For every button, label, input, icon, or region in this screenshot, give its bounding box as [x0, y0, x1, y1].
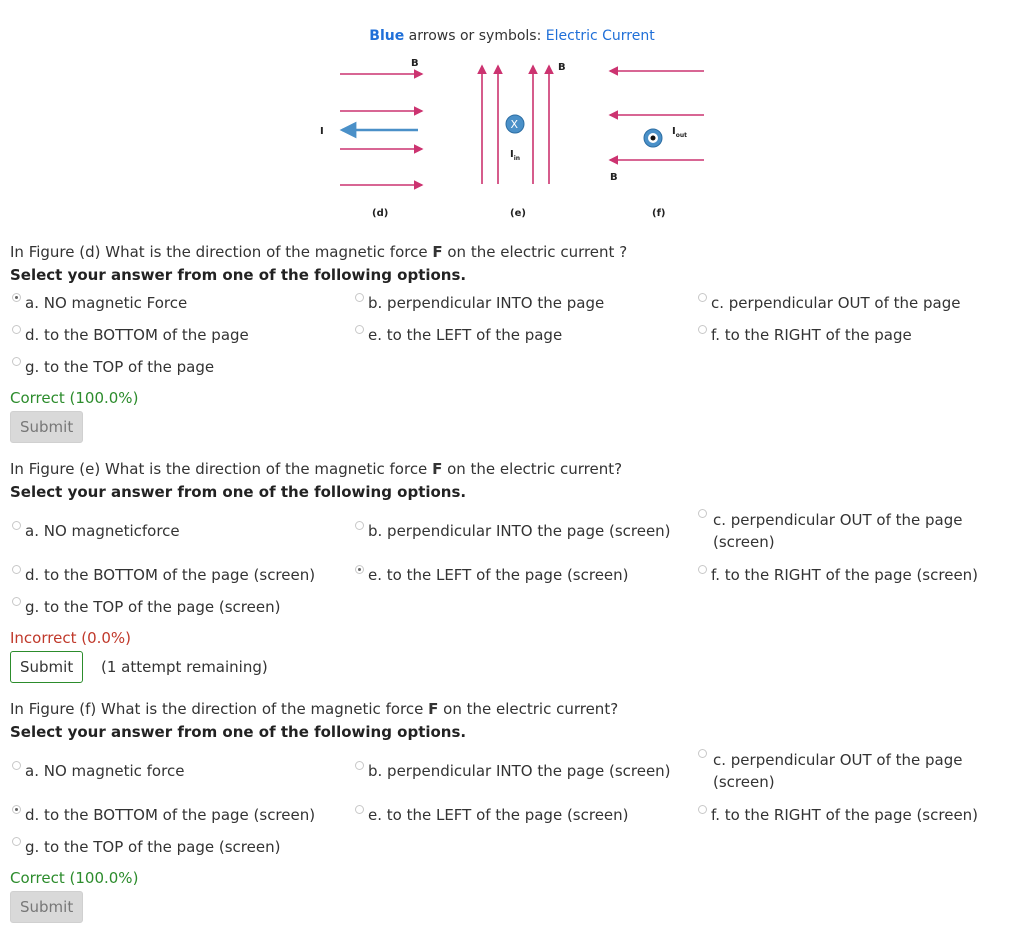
q1-option-f[interactable]: f. to the RIGHT of the page — [698, 324, 912, 346]
q1-option-b[interactable]: b. perpendicular INTO the page — [355, 292, 604, 314]
q1-option-g[interactable]: g. to the TOP of the page — [12, 356, 214, 378]
q2-question: In Figure (e) What is the direction of the magnetic force F on the electric current? — [10, 460, 623, 478]
q1-option-c[interactable]: c. perpendicular OUT of the page — [698, 292, 961, 314]
radio-icon[interactable] — [12, 357, 21, 366]
q3-option-f[interactable]: f. to the RIGHT of the page (screen) — [698, 804, 978, 826]
radio-icon[interactable] — [355, 761, 364, 770]
q3-option-a[interactable]: a. NO magnetic force — [12, 760, 184, 782]
radio-icon[interactable] — [698, 805, 707, 814]
figure-d-i-label: I — [320, 126, 324, 137]
q2-option-f[interactable]: f. to the RIGHT of the page (screen) — [698, 564, 978, 586]
q2-option-e[interactable]: e. to the LEFT of the page (screen) — [355, 564, 629, 586]
q2-attempts-remaining: (1 attempt remaining) — [101, 658, 268, 676]
q3-option-b[interactable]: b. perpendicular INTO the page (screen) — [355, 760, 671, 782]
q1-instruction: Select your answer from one of the following options. — [10, 266, 467, 284]
q1-submit-button[interactable]: Submit — [10, 411, 83, 443]
legend-color-word: Blue — [369, 28, 405, 44]
figure-legend — [0, 28, 1024, 44]
radio-icon[interactable] — [12, 597, 21, 606]
figure-f-field-lines — [610, 71, 704, 160]
q3-submit-button[interactable]: Submit — [10, 891, 83, 923]
figure-e-b-top-label: B — [558, 62, 566, 73]
figure-e-iin-label: $I_{in}$ — [510, 149, 521, 162]
q1-status: Correct (100.0%) — [10, 389, 139, 407]
q1-option-a[interactable]: a. NO magnetic Force — [12, 292, 187, 314]
figure-e-caption: (e) — [510, 208, 526, 219]
radio-icon[interactable] — [355, 521, 364, 530]
radio-icon[interactable] — [12, 293, 21, 302]
radio-icon[interactable] — [698, 325, 707, 334]
q3-instruction: Select your answer from one of the following options. — [10, 723, 467, 741]
q3-option-c[interactable]: c. perpendicular OUT of the page (screen) — [698, 749, 978, 793]
figure-f-caption: (f) — [652, 208, 666, 219]
radio-icon[interactable] — [698, 509, 707, 518]
q2-option-b[interactable]: b. perpendicular INTO the page (screen) — [355, 520, 671, 542]
radio-icon[interactable] — [12, 325, 21, 334]
q2-instruction: Select your answer from one of the following options. — [10, 483, 467, 501]
q3-option-g[interactable]: g. to the TOP of the page (screen) — [12, 836, 280, 858]
radio-icon[interactable] — [355, 805, 364, 814]
radio-icon[interactable] — [12, 565, 21, 574]
q2-option-c[interactable]: c. perpendicular OUT of the page (screen) — [698, 509, 978, 553]
q1-option-d[interactable]: d. to the BOTTOM of the page — [12, 324, 249, 346]
figure-d-b-label: B — [411, 58, 419, 69]
figure-f-iout-label: $I_{out}$ — [672, 126, 687, 139]
radio-icon[interactable] — [698, 565, 707, 574]
legend-meaning: Electric Current — [545, 28, 655, 44]
figure-d-caption: (d) — [372, 208, 389, 219]
radio-icon[interactable] — [355, 565, 364, 574]
radio-icon[interactable] — [12, 521, 21, 530]
radio-icon[interactable] — [355, 325, 364, 334]
radio-icon[interactable] — [12, 837, 21, 846]
q3-question: In Figure (f) What is the direction of the magnetic force F on the electric current? — [10, 700, 619, 718]
legend-mid-text: arrows or symbols: — [404, 28, 546, 44]
q2-option-a[interactable]: a. NO magneticforce — [12, 520, 180, 542]
radio-icon[interactable] — [12, 761, 21, 770]
q2-submit-button[interactable]: Submit — [10, 651, 83, 683]
figure-e-b-bottom-label: B — [610, 172, 618, 183]
q2-status: Incorrect (0.0%) — [10, 629, 132, 647]
radio-icon[interactable] — [698, 749, 707, 758]
q1-question: In Figure (d) What is the direction of the magnetic force F on the electric current ? — [10, 243, 628, 261]
q3-status: Correct (100.0%) — [10, 869, 139, 887]
radio-icon[interactable] — [355, 293, 364, 302]
q2-option-d[interactable]: d. to the BOTTOM of the page (screen) — [12, 564, 315, 586]
radio-icon[interactable] — [12, 805, 21, 814]
q3-option-d[interactable]: d. to the BOTTOM of the page (screen) — [12, 804, 315, 826]
radio-icon[interactable] — [698, 293, 707, 302]
q2-option-g[interactable]: g. to the TOP of the page (screen) — [12, 596, 280, 618]
svg-text:X: X — [510, 118, 519, 131]
figure-e-current-into-page-icon — [506, 115, 524, 133]
figure-f-current-out-of-page-icon — [644, 129, 662, 147]
q1-option-e[interactable]: e. to the LEFT of the page — [355, 324, 562, 346]
q3-option-e[interactable]: e. to the LEFT of the page (screen) — [355, 804, 629, 826]
magnetic-field-figure — [300, 54, 720, 224]
